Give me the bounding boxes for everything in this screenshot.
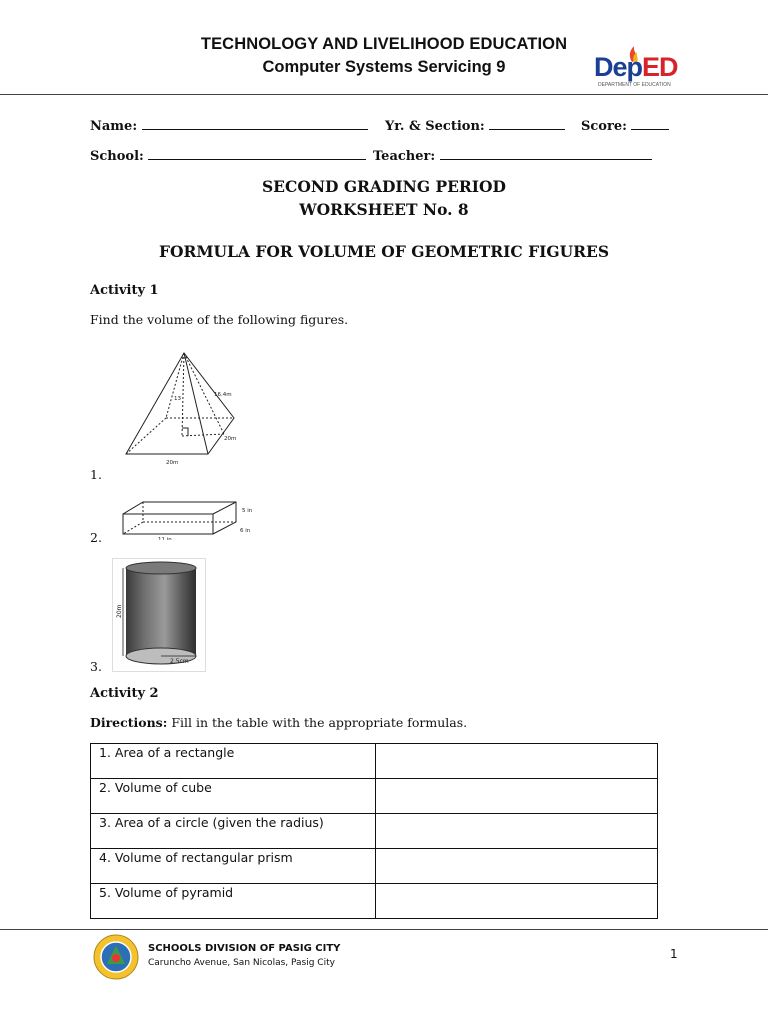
item-number: 1. — [90, 467, 102, 482]
cylinder-figure — [112, 558, 206, 672]
header-course: Computer Systems Servicing 9 — [262, 58, 506, 76]
activity1-heading: Activity 1 — [90, 283, 159, 298]
table-row — [91, 884, 658, 919]
deped-logo-subtext: DEPARTMENT OF EDUCATION — [598, 82, 671, 88]
table-row — [91, 814, 658, 849]
grading-period-title: SECOND GRADING PERIOD — [261, 177, 507, 196]
header-divider — [0, 94, 768, 95]
school-field[interactable] — [90, 147, 366, 164]
division-address: Caruncho Avenue, San Nicolas, Pasig City — [148, 958, 335, 968]
worksheet-title: WORKSHEET No. 8 — [299, 200, 469, 219]
division-seal-icon — [93, 934, 139, 980]
formula-answer-cell[interactable] — [376, 744, 658, 779]
teacher-field[interactable] — [373, 147, 652, 164]
teacher-label: Teacher: — [373, 149, 436, 164]
page-number: 1 — [670, 947, 678, 961]
cylinder-label-height: 20m — [116, 604, 123, 618]
formula-prompt: 5. Volume of pyramid — [91, 884, 376, 919]
table-row — [91, 849, 658, 884]
pyramid-label-base: 20m — [166, 460, 179, 466]
table-row — [91, 744, 658, 779]
pyramid-label-height: 13 — [174, 396, 181, 402]
name-label: Name: — [90, 119, 138, 134]
formula-answer-cell[interactable] — [376, 779, 658, 814]
deped-logo — [592, 44, 682, 90]
formula-answer-cell[interactable] — [376, 849, 658, 884]
header-subject: TECHNOLOGY AND LIVELIHOOD EDUCATION — [200, 35, 568, 53]
activity2-heading: Activity 2 — [90, 686, 159, 701]
activity2-directions — [90, 715, 467, 730]
formula-answer-cell[interactable] — [376, 814, 658, 849]
footer-divider — [0, 929, 768, 930]
section-label: Yr. & Section: — [385, 119, 485, 134]
name-field[interactable] — [90, 117, 368, 134]
division-name: SCHOOLS DIVISION OF PASIG CITY — [148, 943, 341, 954]
deped-logo-text: DepED — [594, 52, 678, 82]
score-field[interactable] — [581, 117, 669, 134]
formula-prompt: 2. Volume of cube — [91, 779, 376, 814]
item-number: 3. — [90, 659, 102, 674]
directions-text: Fill in the table with the appropriate formulas. — [171, 715, 468, 730]
formula-prompt: 1. Area of a rectangle — [91, 744, 376, 779]
pyramid-label-side: 20m — [224, 436, 237, 442]
item-number: 2. — [90, 530, 102, 545]
table-row — [91, 779, 658, 814]
section-field[interactable] — [385, 117, 565, 134]
formula-prompt: 3. Area of a circle (given the radius) — [91, 814, 376, 849]
score-label: Score: — [581, 119, 627, 134]
pyramid-figure — [118, 348, 248, 466]
activity1-instruction: Find the volume of the following figures. — [90, 312, 349, 327]
topic-title: FORMULA FOR VOLUME OF GEOMETRIC FIGURES — [158, 242, 610, 261]
cylinder-label-radius: 2.5cm — [170, 658, 189, 665]
prism-label-width: 6 in — [240, 528, 251, 534]
formula-table — [90, 743, 658, 919]
formula-answer-cell[interactable] — [376, 884, 658, 919]
formula-prompt: 4. Volume of rectangular prism — [91, 849, 376, 884]
prism-label-height: 5 in — [242, 508, 253, 514]
prism-label-length: 11 in — [158, 537, 172, 540]
directions-label: Directions: — [90, 715, 168, 730]
rectangular-prism-figure — [118, 496, 268, 540]
pyramid-label-slant: 16.4m — [214, 392, 232, 398]
school-label: School: — [90, 149, 144, 164]
